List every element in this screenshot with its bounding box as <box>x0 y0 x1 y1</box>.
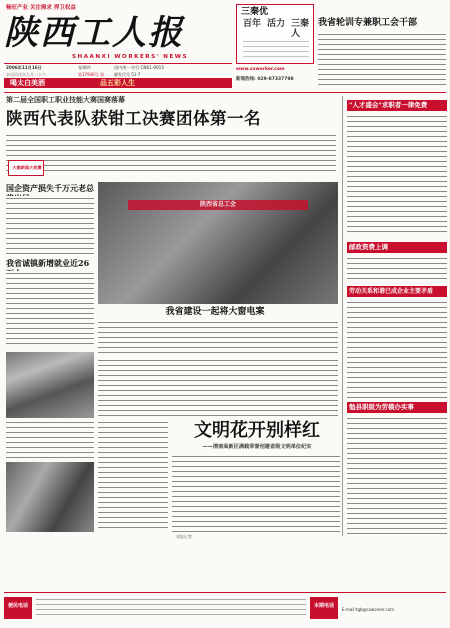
right-headline-4-box <box>347 402 447 413</box>
bottom-subhead: ——渭南高新区满载荣誉创建省级文明单位纪实 <box>202 444 312 450</box>
right-text-2 <box>347 256 447 282</box>
bottom-headline: 文明花开别样红 <box>194 420 320 441</box>
rule-line <box>4 63 232 64</box>
ad-right-text: 品五彩人生 <box>100 79 135 87</box>
photo-bottom-left-2 <box>6 462 94 532</box>
badge-line-1: 百年 <box>243 19 262 29</box>
photo-banner-text: 陕西省总工会 <box>199 201 236 208</box>
footer-right-label: 本期电话 <box>313 603 334 609</box>
right-headline-2: 邮政资费上调 <box>349 243 388 251</box>
footer <box>4 592 446 624</box>
issue-number: 第17946号 第 <box>78 72 104 77</box>
newspaper-title: 陕西工人报 <box>4 13 184 53</box>
website-link[interactable]: www.sxworker.com <box>236 67 285 72</box>
badge-text <box>243 39 309 61</box>
mid-headline: 我省建设一起将大窗电案 <box>165 307 265 317</box>
right-headline-3-box <box>347 286 447 297</box>
footer-left-label-box <box>4 597 32 619</box>
left-text-3 <box>6 420 94 460</box>
right-headline-4: 勉县职级为劳模办实事 <box>349 403 414 411</box>
masthead <box>4 3 232 87</box>
left-headline-2: 我省诚镇新增就业近26 <box>6 258 90 268</box>
banner-photo <box>98 182 338 304</box>
right-text-4 <box>347 416 447 534</box>
footer-email[interactable]: E-mail:tgb@sxworker.com <box>342 607 395 612</box>
right-text-1 <box>347 114 447 236</box>
bottom-byline: 本报记者 <box>176 534 192 539</box>
ad-banner <box>4 78 232 88</box>
center-text <box>98 358 338 416</box>
footer-left-label: 便民电话 <box>7 603 28 609</box>
photo-banner-strip <box>128 200 308 210</box>
footer-right-label-box <box>310 597 338 619</box>
section-divider <box>4 92 446 93</box>
weekday: 星期四 <box>78 65 91 70</box>
right-column <box>342 96 448 536</box>
contest-logo-text: 大秦新闻大奖赛 <box>12 165 42 170</box>
main-story-text <box>6 133 336 175</box>
hotline: 新闻热线: 029-87337798 <box>236 77 294 82</box>
top-right-headline: 我省轮训专兼职工会干部 <box>318 18 418 28</box>
left-text-1 <box>6 196 94 254</box>
right-headline-3: 劳动关系和谐已成企业主要矛盾 <box>349 288 434 295</box>
photo-bottom-left-1 <box>6 352 94 418</box>
badge-title: 三秦优 <box>241 7 269 17</box>
footer-text-left <box>36 597 306 619</box>
bottom-text <box>172 454 340 532</box>
promo-badge <box>236 4 314 64</box>
right-text-3 <box>347 300 447 398</box>
postal-code: 邮发代号 51-7 <box>114 72 141 77</box>
right-headline-1: "人才盛会"求职者一律免费 <box>349 101 428 109</box>
top-slogan: 畅旺产业 关注需求 捍卫权益 <box>6 5 76 11</box>
badge-line-3: 三秦人 <box>291 19 310 39</box>
contest-logo <box>8 160 44 176</box>
top-right-text <box>318 32 446 88</box>
top-right-body <box>318 32 446 88</box>
mid-text <box>98 320 338 354</box>
bottom-text-left <box>98 420 168 532</box>
right-headline-1-box <box>347 100 447 111</box>
ad-left-text: 喝太白美酒 <box>10 79 45 87</box>
date-line: 2006年11月16日 <box>6 65 42 70</box>
main-kicker: 第二届全国职工职业技能大赛国赛落幕 <box>6 96 125 104</box>
right-headline-2-box <box>347 242 447 253</box>
newspaper-pinyin: SHAANXI WORKERS' NEWS <box>72 54 188 60</box>
lunar-date: 农历丙戌年九月二十六 <box>6 72 46 77</box>
badge-line-2: 活力 <box>267 19 286 29</box>
main-headline: 陕西代表队获钳工决赛团体第一名 <box>6 109 261 128</box>
left-headline-1: 国企资产损失千万元老总 <box>6 183 94 193</box>
left-text-2 <box>6 271 94 347</box>
cn-number: 国内统一刊号 CN61-0015 <box>114 65 165 70</box>
